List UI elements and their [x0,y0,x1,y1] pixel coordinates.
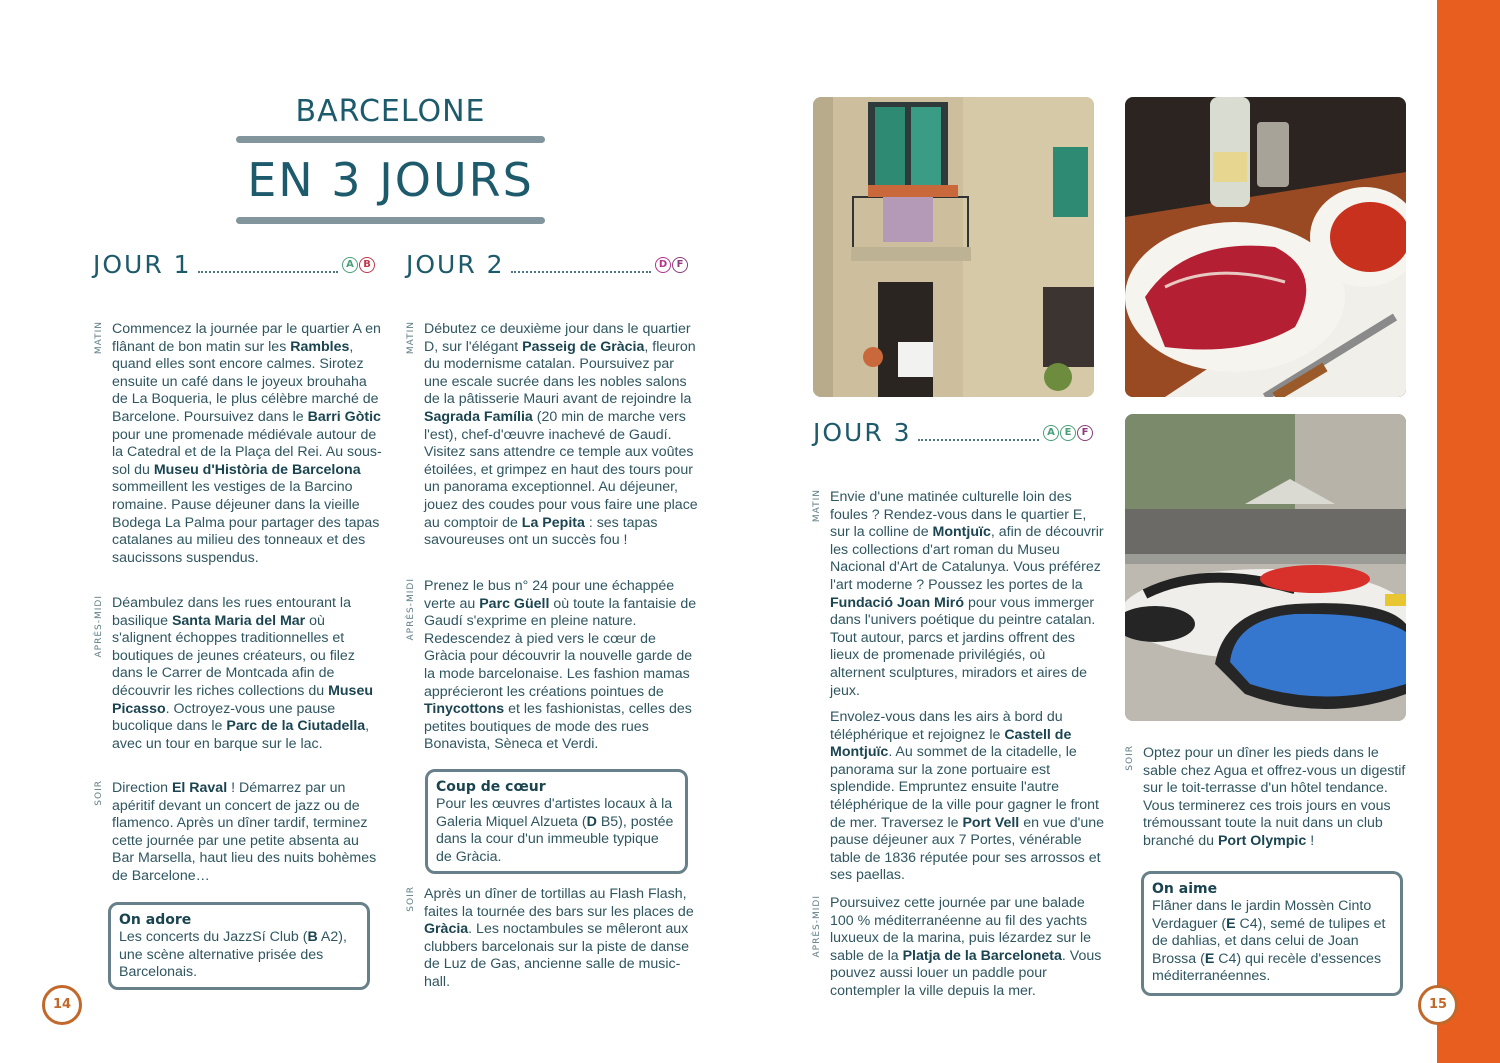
district-badge-icon: F [1077,425,1093,441]
day2-evening [406,886,698,992]
day3-morning [812,489,1104,700]
dotted-leader [511,271,651,273]
callout-text: Les concerts du JazzSí Club (B A2), une scène alternative prisée des Barcelonais. [119,929,347,981]
coup-de-coeur-box [425,769,688,874]
page-title [236,92,545,228]
day1-morning [94,321,384,567]
time-label: APRÈS-MIDI [406,578,416,641]
title-rule-top [236,136,545,143]
page-number-right: 15 [1418,985,1458,1025]
callout-title: On aime [1152,881,1218,897]
time-label: SOIR [94,780,104,806]
page-number-left: 14 [42,985,82,1025]
orange-edge-band [1437,0,1500,1063]
day1-district-badges [342,257,375,273]
section-text: Envie d'une matinée culturelle loin des foules ? Rendez-vous dans le quartier E, sur la colline de Montjuïc, afin de découvrir les collections d'art roman du Museu Nacional d'Art de Catalunya. Vous préférez l'art moderne ? Poussez les portes de la Fundació Joan Miró pour vous immerger dans l'univers poétique du peintre catalan. Tout autour, parcs et jardins offrent des lieux de promenade privilégiés, où alternent sculptures, miradors et aires de jeux. [830,489,1104,699]
section-text: Direction El Raval ! Démarrez par un apéritif devant un concert de jazz ou de flamenco. Après un dîner tardif, terminez cette journée par une petite absenta au Bar Marsella, haut lieu des nuits bohèmes de Barcelone… [112,780,377,884]
photo-jamon-tapas [1125,97,1406,397]
day3-label: JOUR 3 [813,418,912,447]
building-photo-icon [813,97,1094,397]
street-photo-icon [1125,414,1406,721]
day2-morning [406,321,698,550]
day3-district-badges [1043,425,1093,441]
dotted-leader [198,271,338,273]
title-city: BARCELONE [295,94,486,129]
section-text: Envolez-vous dans les airs à bord du téléphérique et rejoignez le Castell de Montjuïc. Au sommet de la citadelle, le panorama sur la zone portuaire est splendide. Empruntez ensuite l'autre téléphérique de la ville pour gagner le front de mer. Traversez le Port Vell en vue d'une pause déjeuner aux 7 Portes, vénérable table de 1836 réputée pour ses arrossos et ses paellas. [830,709,1105,884]
food-photo-icon [1125,97,1406,397]
time-label: MATIN [406,321,416,355]
title-rule-bottom [236,217,545,224]
district-badge-icon: A [1043,425,1059,441]
day2-label: JOUR 2 [406,250,505,279]
dotted-leader [918,439,1039,441]
section-text: Déambulez dans les rues entourant la basilique Santa Maria del Mar où s'alignent échoppes traditionnelles et boutiques de jeunes créateurs, ou filez dans le Carrer de Montcada afin de découvrir les riches collections du Museu Picasso. Octroyez-vous une pause bucolique dans le Parc de la Ciutadella, avec un tour en barque sur le lac. [112,595,373,752]
section-text: Après un dîner de tortillas au Flash Flash, faites la tournée des bars sur les places de Gràcia. Les noctambules se mêleront aux clubbers barcelonais sur la piste de danse de Luz de Gas, ancienne salle de music-hall. [424,886,694,990]
district-badge-icon: A [342,257,358,273]
title-duration: EN 3 JOURS [247,153,534,207]
section-text: Optez pour un dîner les pieds dans le sable chez Agua et offrez-vous un digestif sur le toit-terrasse d'un hôtel tendance. Vous terminerez ces trois jours en vous trémoussant toute la nuit dans un club branché du Port Olympic ! [1143,745,1406,849]
day3-afternoon [812,895,1104,1001]
photo-miro-mosaic [1125,414,1406,721]
district-badge-icon: F [672,257,688,273]
time-label: SOIR [1125,745,1135,771]
on-adore-box [108,902,370,990]
time-label: APRÈS-MIDI [812,895,822,958]
callout-title: Coup de cœur [436,779,546,795]
callout-text: Pour les œuvres d'artistes locaux à la Galeria Miquel Alzueta (D B5), postée dans la cour d'un immeuble typique de Gràcia. [436,796,674,865]
district-badge-icon: D [655,257,671,273]
section-text: Débutez ce deuxième jour dans le quartier D, sur l'élégant Passeig de Gràcia, fleuron du modernisme catalan. Poursuivez par une escale sucrée dans les nobles salons de la pâtisserie Mauri avant de rejoindre la Sagrada Família (20 min de marche vers l'est), chef-d'œuvre inachevé de Gaudí. Visitez sans attendre ce temple aux voûtes étoilées, et grimpez en haut des tours pour un panorama exceptionnel. Au déjeuner, jouez des coudes pour vous faire une place au comptoir de La Pepita : ses tapas savoureuses ont un succès fou ! [424,321,698,549]
day3-heading [813,418,1093,448]
callout-text: Flâner dans le jardin Mossèn Cinto Verdaguer (E C4), semé de tulipes et de dahlias, et dans celui de Joan Brossa (E C4) qui recèle d'essences méditerranéennes. [1152,898,1386,985]
day1-afternoon [94,595,384,753]
day2-district-badges [655,257,688,273]
on-aime-box [1141,871,1403,996]
district-badge-icon: B [359,257,375,273]
time-label: MATIN [812,489,822,523]
time-label: SOIR [406,886,416,912]
photo-building-facade [813,97,1094,397]
callout-title: On adore [119,912,192,928]
day2-heading [406,250,688,280]
day3-late-morning [812,709,1104,885]
time-label: MATIN [94,321,104,355]
day3-evening [1125,745,1415,851]
time-label: APRÈS-MIDI [94,595,104,658]
day1-evening [94,780,384,886]
section-text: Commencez la journée par le quartier A en flânant de bon matin sur les Rambles, quand elles sont encore calmes. Sirotez ensuite un café dans le joyeux brouhaha de La Boqueria, le plus célèbre marché de Barcelone. Poursuivez dans le Barri Gòtic pour une promenade médiévale autour de la Catedral et de la Plaça del Rei. Au sous-sol du Museu d'Història de Barcelona sommeillent les vestiges de la Barcino romaine. Pause déjeuner dans la vieille Bodega La Palma pour partager des tapas catalanes au milieu des tonneaux et des saucissons suspendus. [112,321,382,566]
section-text: Poursuivez cette journée par une balade 100 % méditerranéenne au fil des yachts luxueux de la marina, puis lézardez sur le sable de la Platja de la Barceloneta. Vous pouvez aussi louer un paddle pour contempler la ville depuis la mer. [830,895,1102,999]
section-text: Prenez le bus n° 24 pour une échappée verte au Parc Güell où toute la fantaisie de Gaudí s'exprime en pleine nature. Redescendez à pied vers le cœur de Gràcia pour découvrir la nouvelle garde de la mode barcelonaise. Les fashion mamas apprécieront les créations pointues de Tinycottons et les fashionistas, celles des petites boutiques de mode des rues Bonavista, Sèneca et Verdi. [424,578,697,753]
district-badge-icon: E [1060,425,1076,441]
day1-label: JOUR 1 [93,250,192,279]
day1-heading [93,250,375,280]
day2-afternoon [406,578,698,754]
